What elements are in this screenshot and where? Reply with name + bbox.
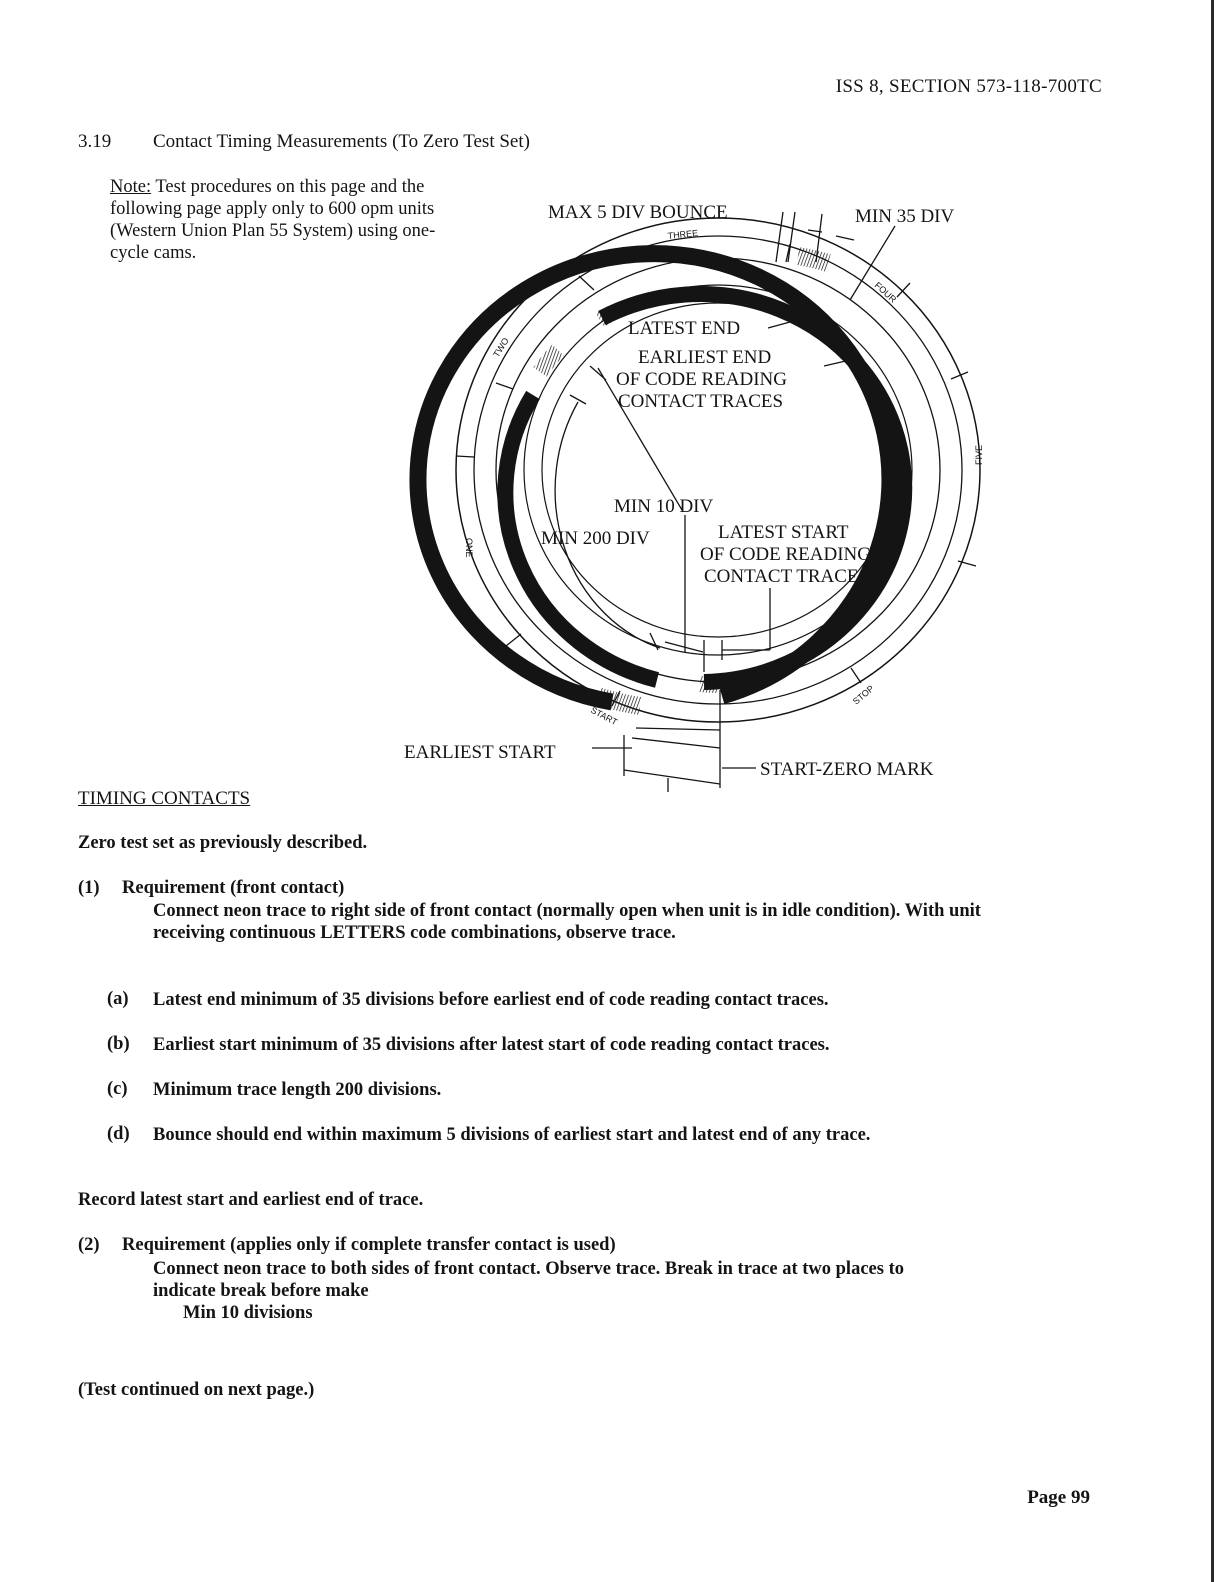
req1-text: Connect neon trace to right side of front contact (normally open when unit is in idle condition). With unit receiving continuous LETTERS code combinations, observe trace.: [153, 901, 981, 943]
item-c-label: (c): [107, 1079, 128, 1099]
item-d-text: Bounce should end within maximum 5 divisions of earliest start and latest end of any trace.: [153, 1125, 871, 1145]
item-a-label: (a): [107, 989, 129, 1009]
item-d-label: (d): [107, 1124, 130, 1144]
segment-label-three: THREE: [667, 227, 699, 241]
segment-label-start: START: [589, 704, 620, 728]
label-latest-start-2: OF CODE READING: [700, 544, 871, 565]
label-min-200: MIN 200 DIV: [541, 528, 650, 549]
bounce-zone-bottom: [598, 696, 640, 706]
segment-label-four: FOUR: [872, 280, 899, 305]
label-latest-start-3: CONTACT TRACES: [704, 566, 870, 587]
item-b-text: Earliest start minimum of 35 divisions after latest start of code reading contact traces.: [153, 1035, 830, 1055]
req1-title: Requirement (front contact): [122, 878, 345, 898]
req2-text: Connect neon trace to both sides of front contact. Observe trace. Break in trace at two places to indicate break before make: [153, 1259, 904, 1301]
inner-bounce-zone-3: [700, 684, 718, 685]
section-number: 3.19: [78, 131, 112, 152]
note-label: Note:: [110, 177, 152, 197]
section-title: Contact Timing Measurements (To Zero Test Set): [153, 131, 530, 152]
item-a-text: Latest end minimum of 35 divisions before earliest end of code reading contact traces.: [153, 990, 829, 1010]
label-max-bounce: MAX 5 DIV BOUNCE: [548, 202, 728, 223]
intro-text: Zero test set as previously described.: [78, 833, 368, 853]
segment-label-stop: STOP: [850, 683, 876, 707]
label-latest-start-1: LATEST START: [718, 522, 849, 543]
note-text: Test procedures on this page and the following page apply only to 600 opm units (Western Union Plan 55 System) using one-cycle cams.: [110, 177, 436, 263]
label-start-zero: START-ZERO MARK: [760, 759, 934, 780]
document-reference: ISS 8, SECTION 573-118-700TC: [835, 76, 1102, 97]
label-min-35: MIN 35 DIV: [855, 206, 955, 227]
page-edge: [1211, 0, 1214, 1582]
req1-label: (1): [78, 878, 100, 898]
item-c-text: Minimum trace length 200 divisions.: [153, 1080, 442, 1100]
timing-diagram: [380, 190, 1020, 800]
req2-label: (2): [78, 1235, 100, 1255]
req2-sub: Min 10 divisions: [183, 1303, 313, 1323]
segment-label-one: ONE: [464, 538, 474, 558]
segment-label-five: FIVE: [974, 444, 984, 465]
continued-note: (Test continued on next page.): [78, 1380, 315, 1400]
label-earliest-end-1: EARLIEST END: [638, 347, 772, 368]
page-number: Page 99: [1027, 1487, 1090, 1508]
timing-contacts-heading: TIMING CONTACTS: [78, 788, 251, 809]
item-b-label: (b): [107, 1034, 130, 1054]
label-earliest-end-2: OF CODE READING: [616, 369, 787, 390]
bounce-zone-top: [798, 256, 828, 263]
label-min-10: MIN 10 DIV: [614, 496, 714, 517]
record-text: Record latest start and earliest end of trace.: [78, 1190, 424, 1210]
label-earliest-start: EARLIEST START: [404, 742, 556, 763]
req2-title: Requirement (applies only if complete transfer contact is used): [122, 1235, 616, 1255]
label-latest-end: LATEST END: [628, 318, 741, 339]
segment-label-two: TWO: [491, 335, 511, 360]
label-earliest-end-3: CONTACT TRACES: [618, 391, 784, 412]
